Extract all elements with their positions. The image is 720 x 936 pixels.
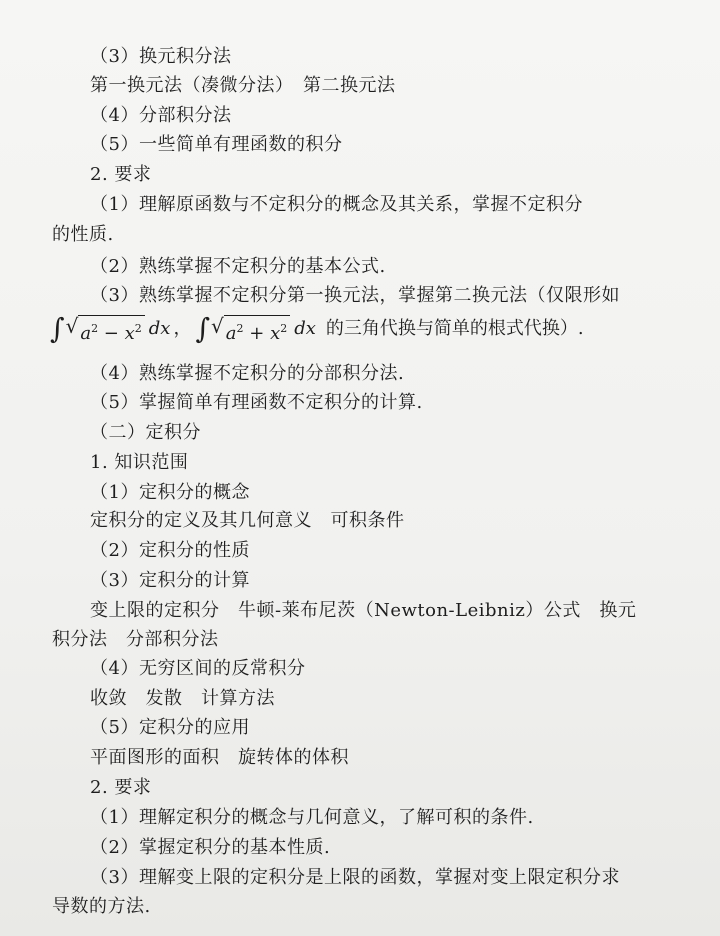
item-1-definite-integral-concept: （1）定积分的概念 xyxy=(90,482,250,503)
requirement-1-line-2: 的性质. xyxy=(52,224,114,245)
differential-1: dx xyxy=(148,318,171,339)
requirements-heading-1: 2. 要求 xyxy=(90,164,152,185)
area-volume-line: 平面图形的面积 旋转体的体积 xyxy=(90,747,349,768)
radical-sign-1: √ xyxy=(65,314,79,338)
differential-2: dx xyxy=(294,318,316,339)
radicand-1: $a^2 - x^2$ xyxy=(78,315,144,346)
item-4-integration-by-parts: （4）分部积分法 xyxy=(90,105,232,126)
knowledge-scope-heading: 1. 知识范围 xyxy=(90,452,189,473)
computation-methods-line-2: 积分法 分部积分法 xyxy=(52,629,219,650)
substitution-methods-line: 第一换元法（凑微分法） 第二换元法 xyxy=(90,75,396,96)
radicand-2: $a^2 + x^2$ xyxy=(224,315,290,346)
requirement-b2: （2）掌握定积分的基本性质. xyxy=(90,837,331,858)
requirement-4: （4）熟练掌握不定积分的分部积分法. xyxy=(90,363,405,384)
convergence-line: 收敛 发散 计算方法 xyxy=(90,688,275,709)
formula-tail-text: 的三角代换与简单的根式代换）. xyxy=(325,318,584,339)
integral-sign-1: ∫ xyxy=(50,312,65,345)
requirement-2: （2）熟练掌握不定积分的基本公式. xyxy=(90,256,386,277)
requirement-b3-line-1: （3）理解变上限的定积分是上限的函数，掌握对变上限定积分求 xyxy=(90,867,620,888)
square-root-2 xyxy=(211,312,290,346)
radical-sign-2: √ xyxy=(211,314,224,338)
definition-geometric-meaning-line: 定积分的定义及其几何意义 可积条件 xyxy=(90,510,405,531)
section-definite-integral: （二）定积分 xyxy=(90,422,201,443)
square-root-1 xyxy=(66,312,145,346)
computation-methods-line-1: 变上限的定积分 牛顿-莱布尼茨（Newton-Leibniz）公式 换元 xyxy=(90,600,637,621)
item-5-applications: （5）定积分的应用 xyxy=(90,717,250,738)
item-4-improper-integrals: （4）无穷区间的反常积分 xyxy=(90,658,306,679)
requirement-1-line-1: （1）理解原函数与不定积分的概念及其关系，掌握不定积分 xyxy=(90,194,583,215)
requirements-heading-2: 2. 要求 xyxy=(90,777,152,798)
formula-separator: ， xyxy=(173,318,192,339)
item-3-definite-integral-computation: （3）定积分的计算 xyxy=(90,570,250,591)
item-5-rational-functions: （5）一些简单有理函数的积分 xyxy=(90,134,343,155)
item-3-substitution-integration: （3）换元积分法 xyxy=(90,46,232,67)
requirement-3-line-1: （3）熟练掌握不定积分第一换元法，掌握第二换元法（仅限形如 xyxy=(90,285,620,306)
integral-sign-2: ∫ xyxy=(195,312,211,345)
requirement-b1: （1）理解定积分的概念与几何意义，了解可积的条件. xyxy=(90,807,534,828)
integral-formula-line xyxy=(50,311,584,347)
requirement-b3-line-2: 导数的方法. xyxy=(52,896,151,917)
requirement-5: （5）掌握简单有理函数不定积分的计算. xyxy=(90,392,423,413)
item-2-definite-integral-properties: （2）定积分的性质 xyxy=(90,540,250,561)
